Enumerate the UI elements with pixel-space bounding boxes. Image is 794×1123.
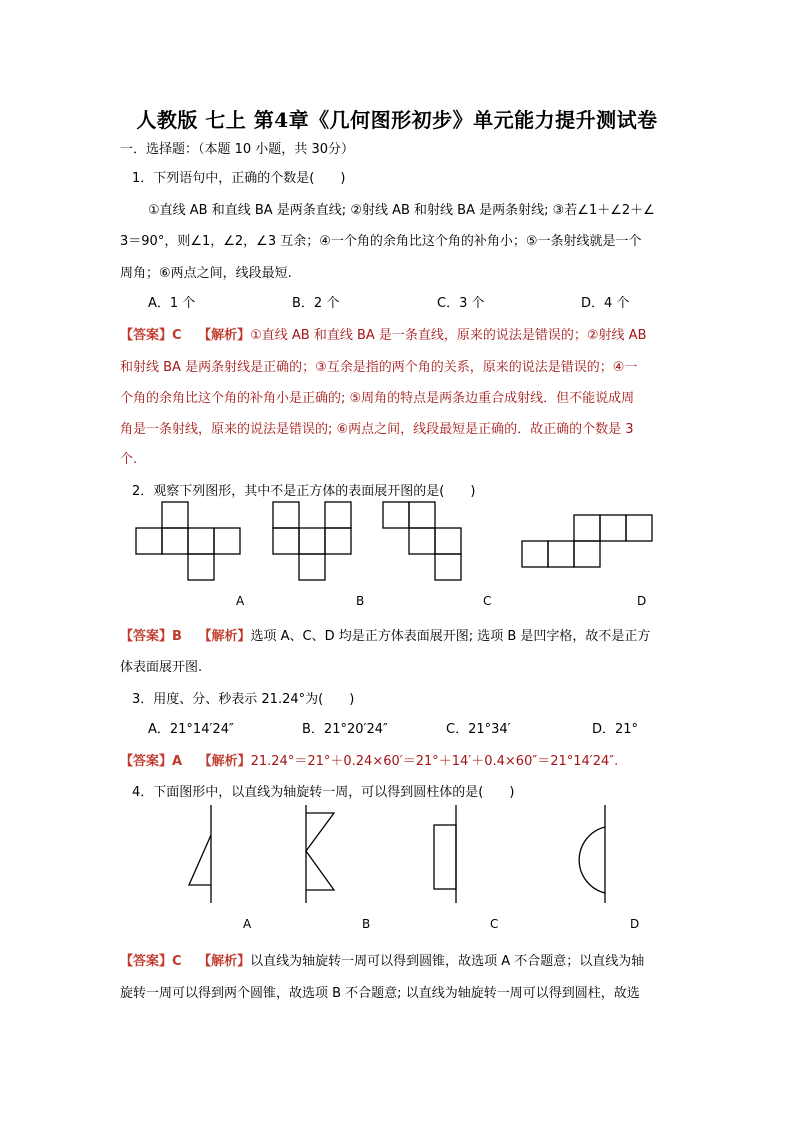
q3-answer-line bbox=[120, 750, 618, 769]
q4-stem: 4．下面图形中，以直线为轴旋转一周，可以得到圆柱体的是( ) bbox=[132, 785, 515, 800]
analysis-text: 体表面展开图. bbox=[120, 660, 203, 675]
q1-option-a: A．1 个 bbox=[148, 296, 196, 311]
q4-label-d: D bbox=[630, 917, 640, 931]
q1-body-line: ①直线 AB 和直线 BA 是两条直线; ②射线 AB 和射线 BA 是两条射线; ③若∠1＋∠2＋∠ bbox=[148, 203, 655, 218]
q1-option-b: B．2 个 bbox=[292, 296, 340, 311]
q1-stem: 1．下列语句中，正确的个数是( ) bbox=[132, 171, 346, 186]
answer-tag: 【答案】B bbox=[120, 629, 182, 644]
page-title: 人教版 七上 第4章《几何图形初步》单元能力提升测试卷 bbox=[136, 108, 658, 132]
analysis-tag: 【解析】 bbox=[198, 629, 251, 644]
q3-option-d: D．21° bbox=[592, 722, 639, 737]
analysis-tag: 【解析】 bbox=[198, 754, 251, 769]
q4-label-a: A bbox=[243, 917, 252, 931]
analysis-text: ①直线 AB 和直线 BA 是一条直线，原来的说法是错误的；②射线 AB bbox=[250, 328, 647, 343]
analysis-tag: 【解析】 bbox=[198, 954, 251, 969]
cube-net-c bbox=[383, 502, 465, 582]
q1-body-line: 3＝90°，则∠1，∠2，∠3 互余；④一个角的余角比这个角的补角小；⑤一条射线就是一个 bbox=[120, 234, 642, 249]
rotation-figure-b bbox=[300, 805, 340, 905]
q3-option-c: C．21°34′ bbox=[446, 722, 511, 737]
q3-option-b: B．21°20′24″ bbox=[302, 722, 388, 737]
analysis-text: 旋转一周可以得到两个圆锥，故选项 B 不合题意; 以直线为轴旋转一周可以得到圆柱，故选 bbox=[120, 986, 640, 1001]
q4-label-c: C bbox=[490, 917, 499, 931]
q3-option-a: A．21°14′24″ bbox=[148, 722, 234, 737]
q1-answer-line bbox=[120, 324, 647, 343]
q2-label-b: B bbox=[356, 594, 365, 608]
rotation-figure-a bbox=[185, 805, 225, 905]
analysis-text: 选项 A、C、D 均是正方体表面展开图; 选项 B 是凹字格，故不是正方 bbox=[250, 629, 651, 644]
cube-net-b bbox=[273, 502, 355, 582]
q1-option-d: D．4 个 bbox=[581, 296, 630, 311]
analysis-tag: 【解析】 bbox=[198, 328, 251, 343]
analysis-text: 21.24°＝21°＋0.24×60′＝21°＋14′＋0.4×60″＝21°14′24″. bbox=[250, 754, 619, 769]
analysis-text: 个角的余角比这个角的补角小是正确的; ⑤周角的特点是两条边重合成射线．但不能说成周 bbox=[120, 391, 635, 406]
answer-tag: 【答案】A bbox=[120, 754, 183, 769]
analysis-text: 和射线 BA 是两条射线是正确的；③互余是指的两个角的关系，原来的说法是错误的；④一 bbox=[120, 360, 638, 375]
q3-stem: 3．用度、分、秒表示 21.24°为( ) bbox=[132, 692, 355, 707]
q2-label-c: C bbox=[483, 594, 492, 608]
q1-option-c: C．3 个 bbox=[437, 296, 485, 311]
answer-tag: 【答案】C bbox=[120, 954, 182, 969]
q2-label-d: D bbox=[637, 594, 647, 608]
analysis-text: 角是一条射线，原来的说法是错误的; ⑥两点之间，线段最短是正确的．故正确的个数是 3 bbox=[120, 422, 634, 437]
analysis-text: 以直线为轴旋转一周可以得到圆锥，故选项 A 不合题意；以直线为轴 bbox=[250, 954, 645, 969]
cube-net-a bbox=[136, 502, 242, 582]
q1-body-line: 周角；⑥两点之间，线段最短. bbox=[120, 266, 292, 281]
q2-stem: 2．观察下列图形，其中不是正方体的表面展开图的是( ) bbox=[132, 484, 476, 499]
rotation-figure-d bbox=[566, 805, 616, 905]
answer-tag: 【答案】C bbox=[120, 328, 182, 343]
section-heading: 一．选择题：（本题 10 小题，共 30分） bbox=[120, 142, 354, 157]
q4-label-b: B bbox=[362, 917, 371, 931]
rotation-figure-c bbox=[430, 805, 470, 905]
q2-label-a: A bbox=[236, 594, 245, 608]
cube-net-d bbox=[522, 515, 656, 569]
q4-answer-line bbox=[120, 950, 644, 969]
q2-answer-line bbox=[120, 625, 650, 644]
analysis-text: 个. bbox=[120, 452, 138, 467]
